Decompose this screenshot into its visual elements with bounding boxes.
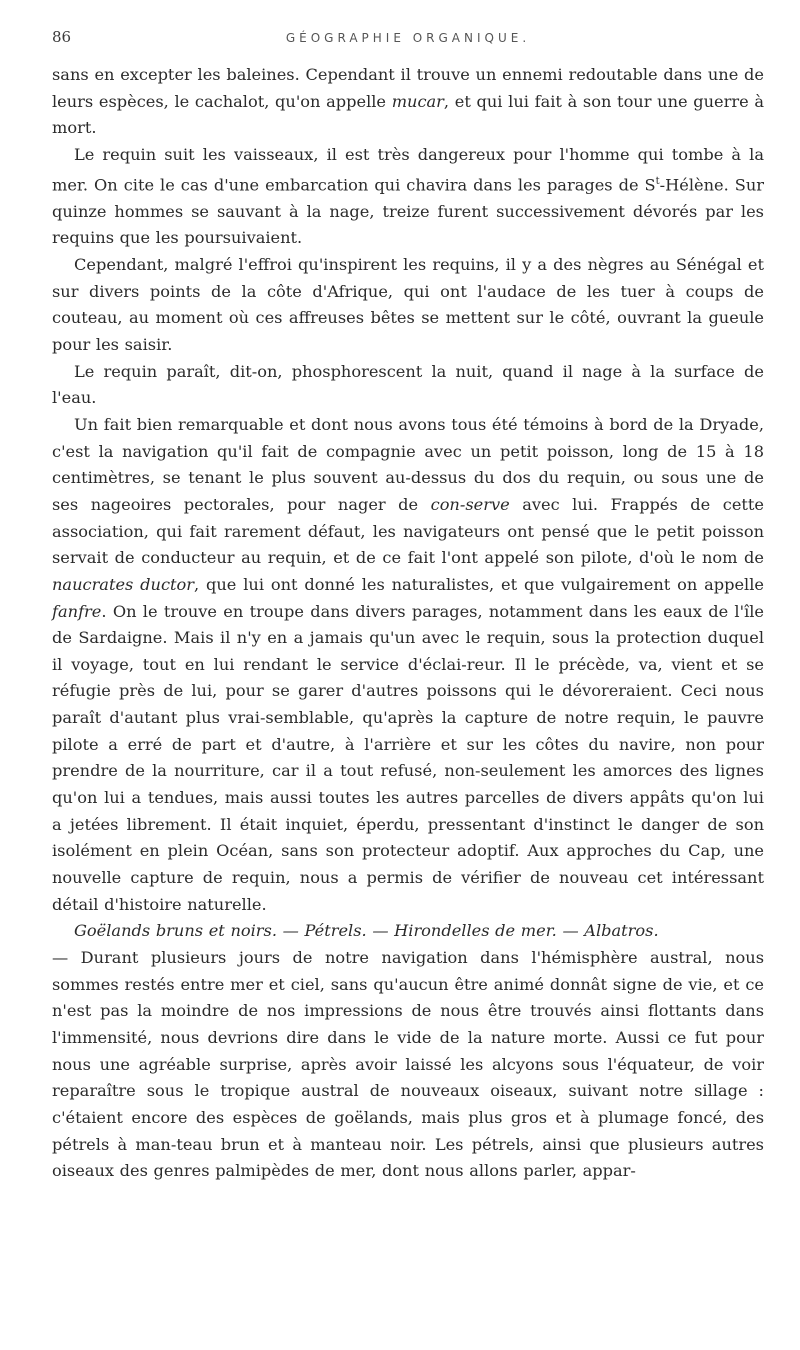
body-text [52,62,764,1185]
text-run: Le requin paraît, dit-on, phosphorescent la nuit, quand il nage à la surface de l'eau. [52,361,764,408]
italic-term: con-serve [430,494,510,514]
running-title: GÉOGRAPHIE ORGANIQUE. [285,31,531,45]
italic-term: naucrates ductor [52,574,195,594]
page-number: 86 [52,28,72,46]
running-head [52,28,764,52]
text-run: , et qui lui fait à son tour une guerre à mort. [52,91,764,138]
italic-term: fanfre [52,601,102,621]
paragraph [52,142,764,252]
paragraph [52,359,764,412]
text-run: , que lui ont donné les naturalistes, et que vulgairement on appelle [194,574,764,594]
italic-term: mucar [391,91,444,111]
text-run: . On le trouve en troupe dans divers parages, notamment dans les eaux de l'île de Sardaigne. Mais il n'y en a jamais qu'un avec le requin, sous la protection duquel il voyage, tout en lui rendant le service d'éclai-reur. Il le précède, va, vient et se réfugie près de lui, pour se garer d'autres poissons qui le dévoreraient. Ceci nous paraît d'autant plus vrai-semblable, qu'après la capture de notre requin, le pauvre pilote a erré de part et d'autre, à l'arrière et sur les côtes du navire, non pour prendre de la nourriture, car il a tout refusé, non-seulement les amorces des lignes qu'on lui a tendues, mais aussi toutes les autres parcelles de divers appâts qu'on lui a jetées librement. Il était inquiet, éperdu, pressentant d'instinct le danger de son isolément en plein Océan, sans son protecteur adoptif. Aux approches du Cap, une nouvelle capture de requin, nous a permis de vérifier de nouveau cet intéressant détail d'histoire naturelle. [52,601,764,914]
paragraph [52,945,764,1185]
text-run: Le requin suit les vaisseaux, il est très dangereux pour l'homme qui tombe à la mer. On cite le cas d'une embarcation qui chavira dans les parages de S [52,144,764,195]
text-run: Un fait bien remarquable et dont nous avons tous été témoins à bord de la Dryade, c'est la navigation qu'il fait de compagnie avec un petit poisson, long de 15 à 18 centimètres, se tenant le plus souvent au-dessus du dos du requin, ou sous une de ses nageoires pectorales, pour nager de [52,414,764,514]
paragraph [52,252,764,359]
paragraph [52,62,764,142]
book-page [52,28,764,1185]
text-run: Cependant, malgré l'effroi qu'inspirent les requins, il y a des nègres au Sénégal et sur divers points de la côte d'Afrique, qui ont l'audace de les tuer à coups de couteau, au moment où ces affreuses bêtes se mettent sur le côté, ouvrant la gueule pour les saisir. [52,254,764,354]
superscript: t [655,175,660,187]
text-run: sans en excepter les baleines. Cependant il trouve un ennemi redoutable dans une de leurs espèces, le cachalot, qu'on appelle [52,65,764,111]
text-run: — Durant plusieurs jours de notre navigation dans l'hémisphère austral, nous sommes restés entre mer et ciel, sans qu'aucun être animé donnât signe de vie, et ce n'est pas la moindre de nos impressions de nous être trouvés ainsi flottants dans l'immensité, nous devrions dire dans le vide de la nature morte. Aussi ce fut pour nous une agréable surprise, après avoir laissé les alcyons sous l'équateur, de voir reparaître sous le tropique austral de nouveaux oiseaux, suivant notre sillage : c'étaient encore des espèces de goëlands, mais plus gros et à plumage foncé, des pétrels à man-teau brun et à manteau noir. Les pétrels, ainsi que plusieurs autres oiseaux des genres palmipèdes de mer, dont nous allons parler, appar- [52,948,764,1181]
text-run: avec lui. Frappés de cette association, qui fait rarement défaut, les navigateurs ont pensé que le petit poisson servait de conducteur au requin, et de ce fait l'ont appelé son pilote, d'où le nom de [52,494,764,568]
text-run: -Hélène. Sur quinze hommes se sauvant à la nage, treize furent successivement dévorés par les requins que les poursuivaient. [52,175,764,248]
italic-term: Goëlands bruns et noirs. — Pétrels. — Hirondelles de mer. — Albatros. [74,921,659,941]
section-heading [52,918,764,945]
paragraph [52,412,764,918]
